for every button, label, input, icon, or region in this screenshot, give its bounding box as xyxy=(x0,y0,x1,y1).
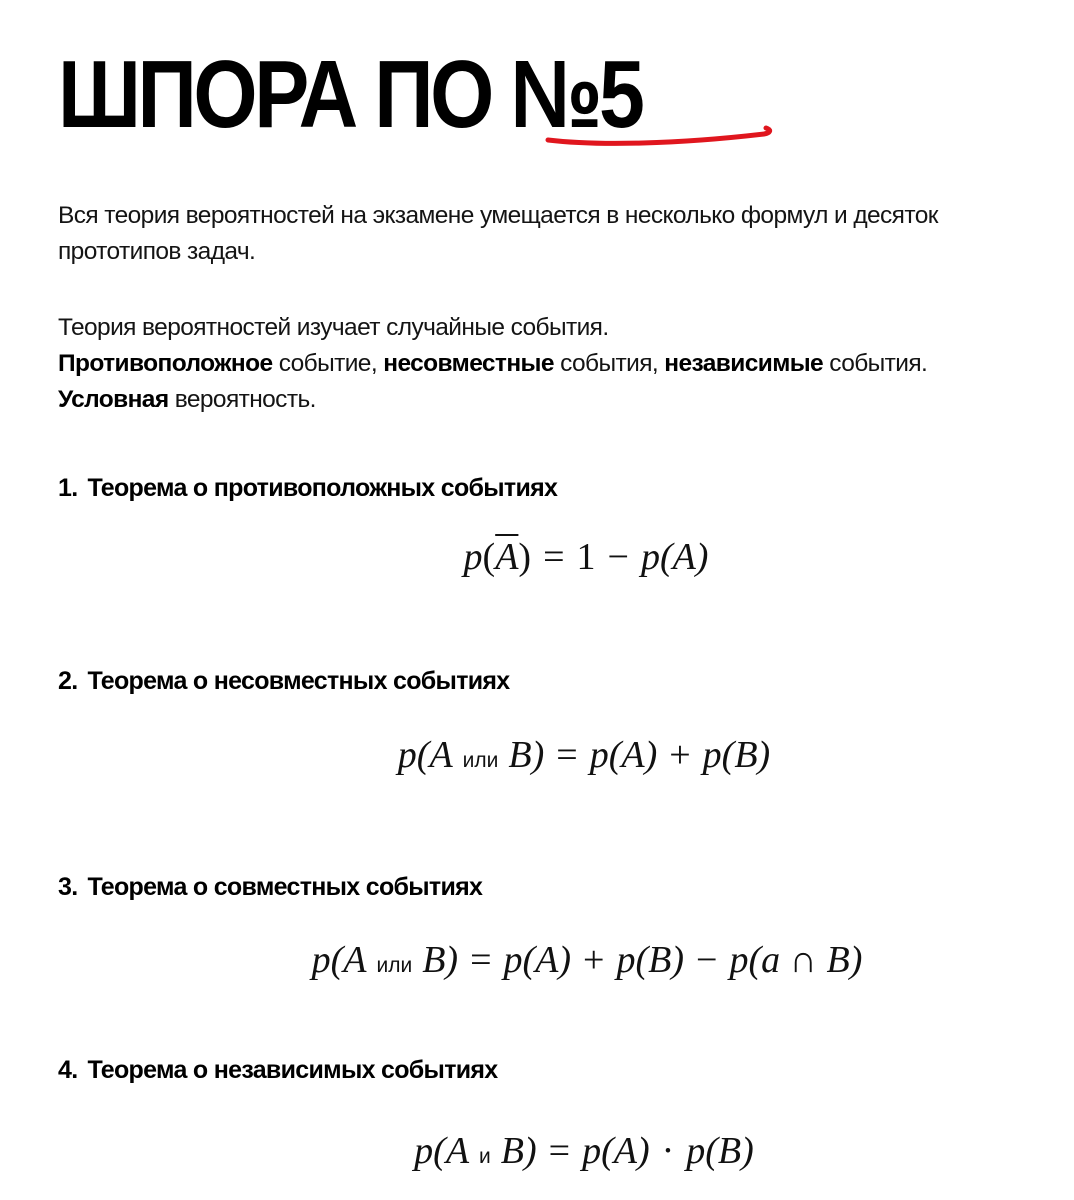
term-conditional: Условная xyxy=(58,386,169,413)
topics-paragraph xyxy=(58,310,1048,418)
formula-opposite-events: $p(\overline{A}) = 1 - p(A)$ xyxy=(463,536,709,578)
theorem-heading-2 xyxy=(58,663,958,699)
theorem-heading-1 xyxy=(58,470,958,506)
formula-joint-events: p(A или B) = p(A) + p(B) − p(a ∩ B) xyxy=(311,939,863,981)
intro-paragraph: Вся теория вероятностей на экзамене умещается в несколько формул и десяток прототипов задач. xyxy=(58,202,938,265)
theorem-number: 1. xyxy=(58,474,78,502)
theorem-title: Теорема о совместных событиях xyxy=(87,873,483,901)
a-bar-symbol: $\overline{A}$ xyxy=(495,536,519,578)
page-title: ШПОРА ПО №5 xyxy=(58,41,642,148)
topics-text-2: события, xyxy=(553,350,665,377)
theorem-title: Теорема о противоположных событиях xyxy=(87,474,558,502)
formula-independent-events: p(A и B) = p(A) · p(B) xyxy=(414,1130,754,1172)
term-opposite: Противоположное xyxy=(58,350,273,377)
red-underline-stroke xyxy=(58,40,818,170)
theorem-number: 4. xyxy=(58,1056,78,1084)
formula-incompatible-events: p(A или B) = p(A) + p(B) xyxy=(397,734,771,776)
topics-lead: Теория вероятностей изучает случайные события. xyxy=(58,314,609,341)
theorem-heading-3 xyxy=(58,869,958,905)
theorem-number: 2. xyxy=(58,667,78,695)
topics-text-4: вероятность. xyxy=(168,386,316,413)
theorem-title: Теорема о независимых событиях xyxy=(87,1056,498,1084)
theorem-number: 3. xyxy=(58,873,78,901)
term-independent: независимые xyxy=(664,350,824,377)
term-incompatible: несовместные xyxy=(383,350,554,377)
theorem-title: Теорема о несовместных событиях xyxy=(87,667,510,695)
title-block xyxy=(58,40,818,170)
topics-text-1: событие, xyxy=(272,350,384,377)
topics-text-3: события. xyxy=(823,350,928,377)
theorem-heading-4 xyxy=(58,1052,958,1088)
